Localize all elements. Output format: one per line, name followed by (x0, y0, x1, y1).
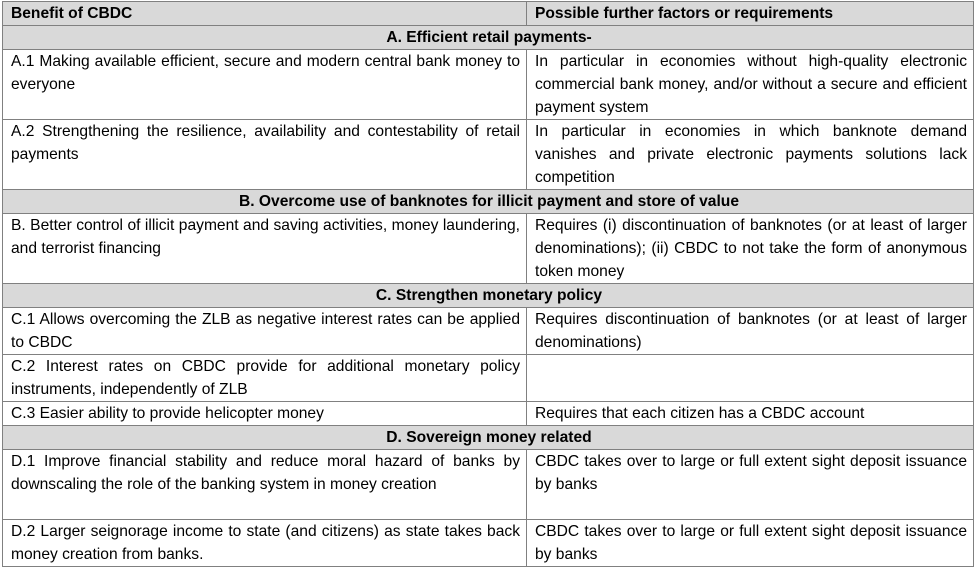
factor-cell: CBDC takes over to large or full extent sight deposit issuance by banks (527, 450, 974, 520)
table-row (3, 402, 974, 426)
benefit-cell: C.1 Allows overcoming the ZLB as negative interest rates can be applied to CBDC (3, 308, 527, 355)
section-row (3, 284, 974, 308)
section-title: D. Sovereign money related (3, 426, 974, 450)
factor-cell: In particular in economies in which banknote demand vanishes and private electronic payments solutions lack competition (527, 120, 974, 190)
benefit-cell: A.1 Making available efficient, secure and modern central bank money to everyone (3, 50, 527, 120)
factor-cell: Requires discontinuation of banknotes (or at least of larger denominations) (527, 308, 974, 355)
header-row (3, 2, 974, 26)
table-row (3, 120, 974, 190)
section-title: B. Overcome use of banknotes for illicit payment and store of value (3, 190, 974, 214)
table-row (3, 214, 974, 284)
factor-cell: CBDC takes over to large or full extent sight deposit issuance by banks (527, 520, 974, 567)
factor-cell (527, 355, 974, 402)
benefit-cell: C.2 Interest rates on CBDC provide for additional monetary policy instruments, independently of ZLB (3, 355, 527, 402)
section-row (3, 190, 974, 214)
table-row (3, 355, 974, 402)
header-factors: Possible further factors or requirements (527, 2, 974, 26)
cbdc-benefits-table (2, 1, 974, 567)
header-benefit: Benefit of CBDC (3, 2, 527, 26)
factor-cell: In particular in economies without high-quality electronic commercial bank money, and/or without a secure and efficient payment system (527, 50, 974, 120)
table-row (3, 308, 974, 355)
benefit-cell: A.2 Strengthening the resilience, availability and contestability of retail payments (3, 120, 527, 190)
table-row (3, 520, 974, 567)
section-title: A. Efficient retail payments- (3, 26, 974, 50)
benefit-cell: D.1 Improve financial stability and reduce moral hazard of banks by downscaling the role of the banking system in money creation (3, 450, 527, 520)
factor-cell: Requires that each citizen has a CBDC account (527, 402, 974, 426)
benefit-cell: D.2 Larger seignorage income to state (and citizens) as state takes back money creation from banks. (3, 520, 527, 567)
factor-cell: Requires (i) discontinuation of banknotes (or at least of larger denominations); (ii) CBDC to not take the form of anonymous token money (527, 214, 974, 284)
table-row (3, 50, 974, 120)
section-title: C. Strengthen monetary policy (3, 284, 974, 308)
benefit-cell: C.3 Easier ability to provide helicopter money (3, 402, 527, 426)
section-row (3, 426, 974, 450)
section-row (3, 26, 974, 50)
benefit-cell: B. Better control of illicit payment and saving activities, money laundering, and terrorist financing (3, 214, 527, 284)
table-row (3, 450, 974, 520)
